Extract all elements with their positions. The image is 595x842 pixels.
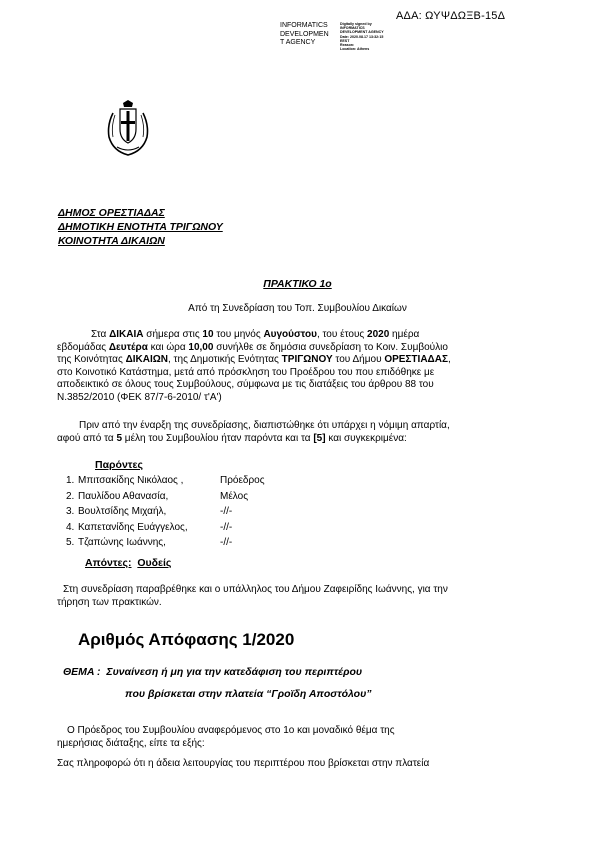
list-item: 3. Βουλτσίδης Μιχαήλ, -//-: [66, 506, 233, 518]
president-statement-paragraph: Ο Πρόεδρος του Συμβουλίου αναφερόμενος στο 1ο και μοναδικό θέμα της ημερήσιας διάταξης, είπε τα εξής: Σας πληροφορώ ότι η άδεια λειτουργίας του περιπτέρου που βρίσκεται στην πλατεία: [57, 725, 430, 770]
signature-line: Digitally signed by: [340, 22, 372, 26]
ada-code: ΑΔΑ: ΩΥΨΔΩΞΒ-15Δ: [396, 10, 506, 22]
list-item: 4. Καπετανίδης Ευάγγελος, -//-: [66, 521, 233, 533]
signature-line: Location: Athens: [340, 47, 370, 52]
subject-line-continued: που βρίσκεται στην πλατεία “Γροϊδη Αποστόλου”: [125, 688, 372, 700]
signer-line: INFORMATICS: [280, 22, 328, 29]
list-item: 5. Τζαπώνης Ιωάννης, -//-: [66, 537, 233, 549]
greek-coat-of-arms-icon: [105, 99, 151, 157]
municipality-name: ΔΗΜΟΣ ΟΡΕΣΤΙΑΔΑΣ: [58, 207, 165, 219]
document-title: ΠΡΑΚΤΙΚΟ 1ο: [263, 278, 332, 290]
municipal-unit-name: ΔΗΜΟΤΙΚΗ ΕΝΟΤΗΤΑ ΤΡΙΓΩΝΟΥ: [58, 221, 223, 233]
meeting-details-paragraph: Στα ΔΙΚΑΙΑ σήμερα στις 10 του μηνός Αυγούστου, του έτους 2020 ημέρα εβδομάδας Δευτέρα και ώρα 10,00 συνήλθε σε δημόσια συνεδρίαση το Κοιν. Συμβούλιο της Κοινότητας ΔΙΚΑΙΩΝ, της Δημοτικής Ενότητας ΤΡΙΓΩΝΟΥ του Δήμου ΟΡΕΣΤΙΑΔΑΣ, στο Κοινοτικό Κατάστημα, μετά από πρόσκληση του Προέδρου του που επιδόθηκε με αποδεικτικό σε όλους τους Συμβούλους, σύμφωνα με τις διατάξεις του άρθρου 88 του Ν.3852/2010 (ΦΕΚ 87/7-6-2010/ τ'Α'): [57, 329, 451, 403]
list-item: 1. Μπιτσακίδης Νικόλαος , Πρόεδρος: [66, 475, 265, 486]
minutes-keeper-paragraph: Στη συνεδρίαση παραβρέθηκε και ο υπάλληλος του Δήμου Ζαφειρίδης Ιωάννης, για την τήρηση των πρακτικών.: [57, 584, 448, 608]
signer-name: [280, 22, 336, 48]
subject-line: ΘΕΜΑ : Συναίνεση ή μη για την κατεδάφιση του περιπτέρου: [63, 666, 363, 678]
signer-line: T AGENCY: [280, 39, 316, 47]
signature-line: INFORMATICS: [340, 26, 365, 31]
present-members-label: Παρόντες: [95, 459, 143, 471]
digital-signature-details: [340, 22, 410, 51]
list-item: 2. Παυλίδου Αθανασία, Μέλος: [66, 490, 249, 502]
signer-line: DEVELOPMEN: [280, 30, 329, 38]
signature-line: DEVELOPMENT AGENCY: [340, 30, 384, 35]
document-subtitle: Από τη Συνεδρίαση του Τοπ. Συμβουλίου Δικαίων: [188, 303, 407, 314]
signature-line: Date: 2020.08.17 13:32:15: [340, 34, 384, 39]
community-name: ΚΟΙΝΟΤΗΤΑ ΔΙΚΑΙΩΝ: [58, 235, 165, 247]
signature-line: Reason:: [340, 43, 355, 48]
decision-number: Αριθμός Απόφασης 1/2020: [78, 630, 295, 649]
present-members-list: [60, 473, 265, 551]
signature-line: EEST: [340, 38, 350, 43]
quorum-paragraph: Πριν από την έναρξη της συνεδρίασης, διαπιστώθηκε ότι υπάρχει η νόμιμη απαρτία, αφού από τα 5 μέλη του Συμβουλίου ήταν παρόντα και τα [5] και συγκεκριμένα:: [57, 420, 450, 444]
absent-members: Απόντες: Ουδείς: [85, 557, 172, 569]
